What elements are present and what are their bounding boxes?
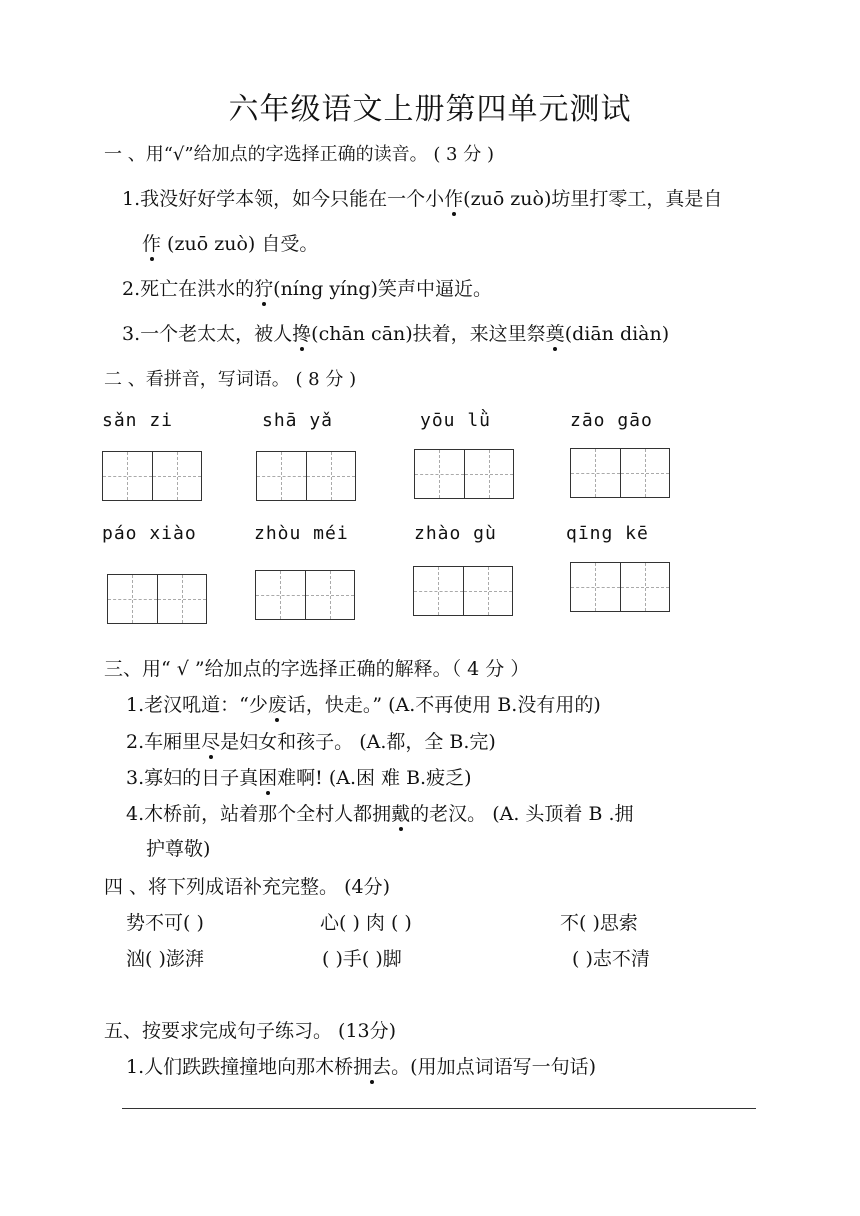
- dotted-char: 作: [444, 188, 464, 210]
- pinyin-2: shā yǎ: [262, 410, 334, 431]
- idiom-2: 心( ) 肉 ( ): [320, 912, 412, 934]
- idiom-1: 势不可( ): [126, 912, 204, 934]
- idiom-5: ( )手( )脚: [322, 948, 402, 970]
- pinyin-5: páo xiào: [102, 523, 197, 544]
- idiom-3: 不( )思索: [560, 912, 638, 934]
- section-5-heading: 五、按要求完成句子练习。 (13分): [104, 1020, 397, 1042]
- pinyin-3: yōu lǜ: [420, 410, 492, 431]
- dotted-char: 废: [267, 694, 287, 716]
- writing-box[interactable]: [414, 449, 514, 499]
- writing-box[interactable]: [102, 451, 202, 501]
- s3-question-2: 2.车厢里尽是妇女和孩子。 (A.都，全 B.完): [126, 731, 496, 753]
- s3-question-1: 1.老汉吼道：“少废话，快走。” (A.不再使用 B.没有用的): [126, 694, 601, 716]
- dotted-char: 搀: [292, 323, 312, 345]
- s1-question-1-cont: 作 (zuō zuò) 自受。: [142, 233, 319, 255]
- section-3-heading: 三、用“ √ ”给加点的字选择正确的解释。（ 4 分 ）: [104, 658, 530, 680]
- dotted-char: 困: [258, 767, 278, 789]
- writing-box[interactable]: [413, 566, 513, 616]
- pinyin-7: zhào gù: [414, 523, 497, 544]
- dotted-char: 奠: [545, 323, 565, 345]
- s3-question-4-cont: 护尊敬): [146, 838, 211, 860]
- section-1-heading: 一 、用“√”给加点的字选择正确的读音。 ( 3 分 ): [104, 144, 494, 165]
- idiom-6: ( )志不清: [572, 948, 650, 970]
- dotted-char: 作: [142, 233, 162, 255]
- pinyin-8: qīng kē: [566, 523, 649, 544]
- pinyin-6: zhòu méi: [254, 523, 349, 544]
- dotted-word: 拥去: [353, 1056, 392, 1078]
- pinyin-4: zāo gāo: [570, 410, 653, 431]
- writing-box[interactable]: [107, 574, 207, 624]
- writing-box[interactable]: [255, 570, 355, 620]
- dotted-char: 尽: [201, 731, 221, 753]
- pinyin-1: sǎn zi: [102, 410, 174, 431]
- writing-box[interactable]: [570, 448, 670, 498]
- writing-box[interactable]: [256, 451, 356, 501]
- section-2-heading: 二 、看拼音，写词语。 ( 8 分 ): [104, 369, 357, 390]
- idiom-4: 汹( )澎湃: [126, 948, 204, 970]
- dotted-char: 戴: [391, 803, 411, 825]
- page-title: 六年级语文上册第四单元测试: [228, 92, 632, 127]
- writing-box[interactable]: [570, 562, 670, 612]
- section-4-heading: 四 、将下列成语补充完整。 (4分): [104, 876, 390, 898]
- dotted-char: 狞: [254, 278, 274, 300]
- s3-question-3: 3.寡妇的日子真困难啊! (A.困 难 B.疲乏): [126, 767, 472, 789]
- s1-question-1: 1.我没好好学本领，如今只能在一个小作(zuō zuò)坊里打零工，真是自: [122, 188, 723, 210]
- s1-question-2: 2.死亡在洪水的狞(níng yíng)笑声中逼近。: [122, 278, 492, 300]
- s3-question-4: 4.木桥前，站着那个全村人都拥戴的老汉。 (A. 头顶着 B .拥: [126, 803, 634, 825]
- s5-question-1: 1.人们跌跌撞撞地向那木桥拥去。(用加点词语写一句话): [126, 1056, 596, 1078]
- answer-line[interactable]: [122, 1108, 756, 1109]
- s1-question-3: 3.一个老太太，被人搀(chān cān)扶着，来这里祭奠(diān diàn): [122, 323, 670, 345]
